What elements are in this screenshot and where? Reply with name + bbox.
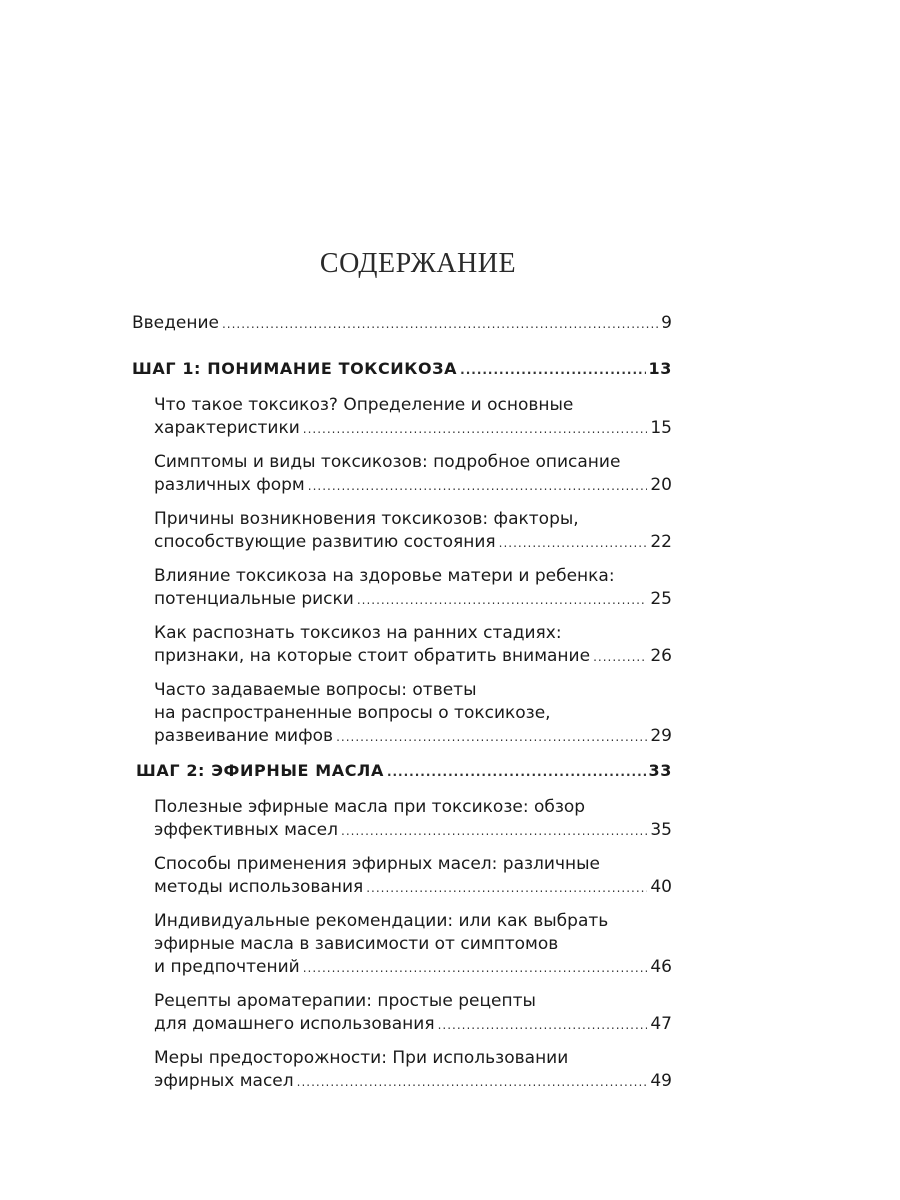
toc-entry[interactable] [154,990,672,1037]
toc-page-number: 15 [650,418,672,438]
toc-entry[interactable] [154,565,672,612]
toc-row [154,474,672,498]
toc-entry-last-line: развеивание мифов [154,726,334,746]
toc-entry-intro[interactable] [132,312,672,336]
toc-entry-line: Что такое токсикоз? Определение и основные [154,395,574,415]
toc-page-number: 20 [650,475,672,495]
toc-page-number: 35 [650,820,672,840]
dot-leader [438,1014,648,1037]
toc-page-number: 47 [650,1014,672,1034]
dot-leader [366,877,647,900]
toc-row [154,956,672,980]
toc-row [154,1070,672,1094]
toc-entry-line: Рецепты ароматерапии: простые рецепты [154,991,536,1011]
toc-entry[interactable] [154,910,672,980]
dot-leader [341,820,647,843]
toc-entry-last-line: различных форм [154,475,305,495]
toc-entry-line: Как распознать токсикоз на ранних стадиях: [154,623,562,643]
dot-leader [336,726,647,749]
toc-row [154,417,672,441]
toc-entry[interactable] [154,508,672,555]
toc-row [154,819,672,843]
dot-leader [297,1071,648,1094]
dot-leader [460,359,645,382]
dot-leader [222,313,658,336]
toc-entry-line: Индивидуальные рекомендации: или как выбрать [154,911,609,931]
toc-row [154,1013,672,1037]
toc-row [154,531,672,555]
dot-leader [499,532,648,555]
toc-entry-line: Причины возникновения токсикозов: факторы, [154,509,579,529]
toc-part-1[interactable] [132,357,672,382]
toc-page-number: 9 [661,313,672,333]
dot-leader [387,761,646,784]
table-of-contents [132,312,672,1104]
toc-row [136,759,672,784]
toc-entry-line: Часто задаваемые вопросы: ответы [154,680,477,700]
toc-entry-line: Меры предосторожности: При использовании [154,1048,569,1068]
dot-leader [303,957,648,980]
dot-leader [357,589,648,612]
toc-entry-line: Полезные эфирные масла при токсикозе: обзор [154,797,586,817]
toc-page-number: 40 [650,877,672,897]
toc-page-number: 49 [650,1071,672,1091]
toc-entry-last-line: способствующие развитию состояния [154,532,496,552]
toc-part-title: ШАГ 1: ПОНИМАНИЕ ТОКСИКОЗА [132,359,458,378]
toc-entry-last-line: признаки, на которые стоит обратить внимание [154,646,591,666]
page-title: СОДЕРЖАНИЕ [319,248,517,279]
toc-entry[interactable] [154,796,672,843]
toc-entry-last-line: характеристики [154,418,300,438]
toc-page-number: 25 [650,589,672,609]
toc-entry-last-line: потенциальные риски [154,589,354,609]
toc-row [132,312,672,336]
toc-part-title: ШАГ 2: ЭФИРНЫЕ МАСЛА [136,761,384,780]
dot-leader [593,646,647,669]
dot-leader [308,475,648,498]
toc-entry[interactable] [154,853,672,900]
toc-page-number: 13 [648,359,672,378]
toc-page-number: 22 [650,532,672,552]
toc-row [154,588,672,612]
toc-entry[interactable] [154,679,672,749]
dot-leader [303,418,648,441]
toc-entry[interactable] [154,622,672,669]
toc-entry[interactable] [154,394,672,441]
toc-page-number: 29 [650,726,672,746]
toc-entry-last-line: эффективных масел [154,820,339,840]
toc-entry-line: на распространенные вопросы о токсикозе, [154,703,551,723]
toc-row [154,645,672,669]
toc-page-number: 26 [650,646,672,666]
toc-page-number: 33 [648,761,672,780]
toc-entry-line: эфирные масла в зависимости от симптомов [154,934,559,954]
toc-row [154,725,672,749]
toc-entry-line: Симптомы и виды токсикозов: подробное описание [154,452,621,472]
toc-entry-last-line: эфирных масел [154,1071,294,1091]
toc-entry-line: Влияние токсикоза на здоровье матери и ребенка: [154,566,615,586]
toc-entry[interactable] [154,451,672,498]
toc-part-2[interactable] [136,759,672,784]
toc-entry-line: Способы применения эфирных масел: различные [154,854,601,874]
toc-row [154,876,672,900]
toc-entry-last-line: для домашнего использования [154,1014,435,1034]
toc-entry-text: Введение [132,313,219,333]
toc-page-number: 46 [650,957,672,977]
toc-entry-last-line: методы использования [154,877,364,897]
toc-entry-last-line: и предпочтений [154,957,300,977]
toc-row [132,357,672,382]
toc-entry[interactable] [154,1047,672,1094]
